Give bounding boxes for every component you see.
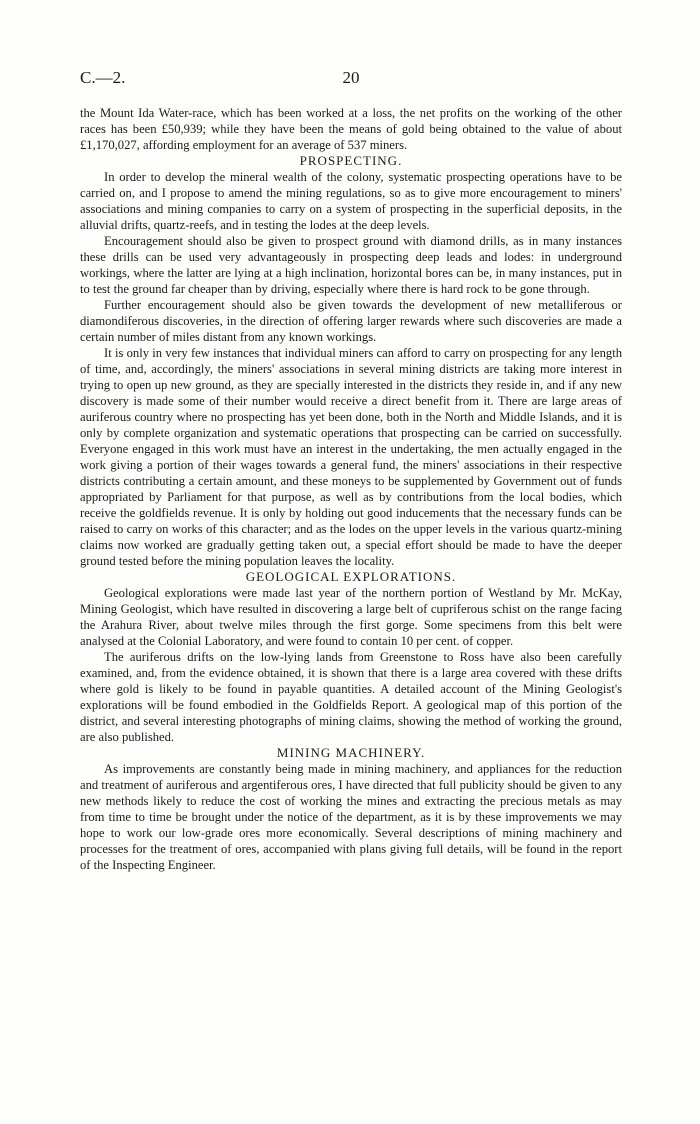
prospecting-paragraph-2: Encouragement should also be given to prospect ground with diamond drills, as in many instances these drills can be used very advantageously in prospecting deep leads and lodes: in underground workings, where the latter are lying at a high inclination, horizontal bores can be, in many instances, put in to test the ground far cheaper than by driving, especially where there is hard rock to be gone through. bbox=[80, 234, 622, 296]
section-heading-prospecting: PROSPECTING. bbox=[299, 153, 403, 168]
page-body bbox=[80, 105, 622, 873]
intro-paragraph: the Mount Ida Water-race, which has been worked at a loss, the net profits on the working of the other races has been £50,939; while they have been the means of gold being obtained to the value of about £1,170,027, affording employment for an average of 537 miners. bbox=[80, 106, 622, 152]
prospecting-paragraph-1: In order to develop the mineral wealth of the colony, systematic prospecting operations have to be carried on, and I propose to amend the mining regulations, so as to give more encouragement to miners' associations and mining companies to carry on a system of prospecting in the superficial deposits, in the alluvial drifts, quartz-reefs, and in testing the lodes at the deep levels. bbox=[80, 170, 622, 232]
section-heading-machinery: MINING MACHINERY. bbox=[276, 745, 426, 760]
prospecting-paragraph-4: It is only in very few instances that individual miners can afford to carry on prospecting for any length of time, and, accordingly, the miners' associations in several mining districts are taking more interest in trying to open up new ground, as they are specially interested in the districts they reside in, and if any new discovery is made some of their number would receive a direct benefit from it. There are large areas of auriferous country where no prospecting has yet been done, both in the North and Middle Islands, and it is only by complete organization and systematic operations that prospecting can be carried on successfully. Everyone engaged in this work must have an interest in the undertaking, the men actually engaged in the work giving a portion of their wages towards a general fund, the miners' associations in their respective districts contributing a certain amount, and these moneys to be supplemented by Government out of funds appropriated by Parliament for that purpose, as well as by contributions from the local bodies, which receive the goldfields revenue. It is only by holding out good inducements that the necessary funds can be raised to carry on works of this character; and as the lodes on the upper levels in the various quartz-mining claims now worked are gradually getting taken out, a special effort should be made to have the deeper ground tested before the mining population leaves the locality. bbox=[80, 346, 622, 568]
geological-paragraph-1: Geological explorations were made last year of the northern portion of Westland by Mr. McKay, Mining Geologist, which have resulted in discovering a large belt of cupriferous schist on the range facing the Arahura River, about twelve miles through the first gorge. Some specimens from this belt were analysed at the Colonial Laboratory, and were found to contain 10 per cent. of copper. bbox=[80, 586, 622, 648]
prospecting-paragraph-3: Further encouragement should also be given towards the development of new metalliferous or diamondiferous discoveries, in the direction of offering larger rewards where such discoveries are made a certain number of miles distant from any known workings. bbox=[80, 298, 622, 344]
page-number: 20 bbox=[342, 68, 360, 87]
geological-paragraph-2: The auriferous drifts on the low-lying lands from Greenstone to Ross have also been carefully examined, and, from the evidence obtained, it is shown that there is a large area covered with these drifts where gold is likely to be found in payable quantities. A detailed account of the Mining Geologist's explorations will be found embodied in the Goldfields Report. A geological map of this portion of the district, and several interesting photographs of mining claims, showing the method of working the ground, are also published. bbox=[80, 650, 622, 744]
page-header bbox=[80, 68, 622, 88]
document-reference: C.—2. bbox=[80, 68, 126, 87]
section-heading-geological: GEOLOGICAL EXPLORATIONS. bbox=[245, 569, 457, 584]
machinery-paragraph-1: As improvements are constantly being made in mining machinery, and appliances for the reduction and treatment of auriferous and argentiferous ores, I have directed that full publicity should be given to any new methods likely to reduce the cost of working the mines and extracting the precious metals as may from time to time be brought under the notice of the department, as it is by these improvements we may hope to work our low-grade ores more economically. Several descriptions of mining machinery and processes for the treatment of ores, accompanied with plans giving full details, will be found in the report of the Inspecting Engineer. bbox=[80, 762, 622, 872]
